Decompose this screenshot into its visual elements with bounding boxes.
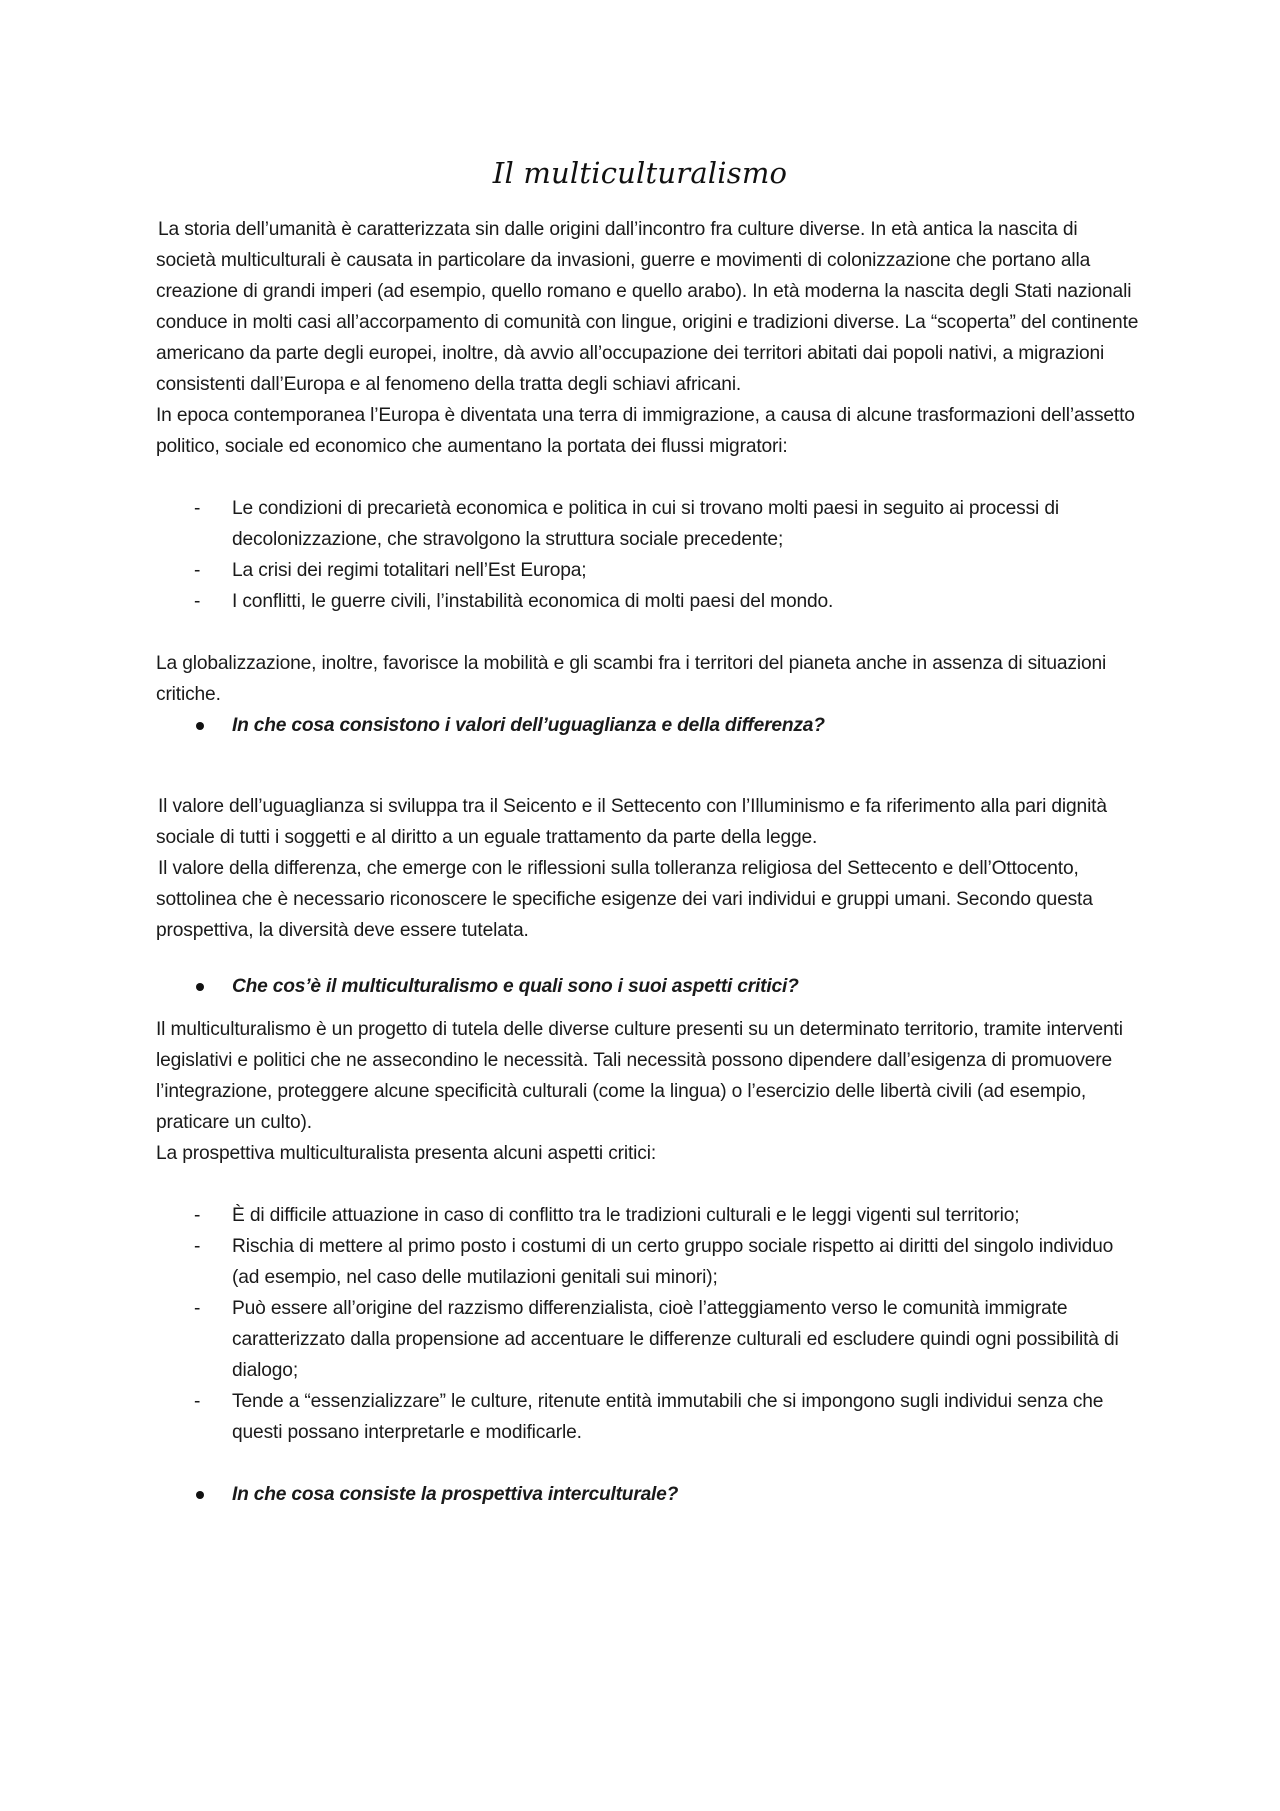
bullet-icon — [196, 983, 204, 991]
globalization-paragraph: La globalizzazione, inoltre, favorisce la mobilità e gli scambi fra i territori del pianeta anche in assenza di situazioni critiche. — [156, 653, 1107, 705]
question-text: In che cosa consiste la prospettiva interculturale? — [232, 1484, 679, 1505]
bullet-icon — [196, 722, 204, 730]
document-body — [156, 214, 1141, 1510]
question-text: Che cos’è il multiculturalismo e quali sono i suoi aspetti critici? — [232, 976, 799, 997]
spacer — [156, 946, 1141, 971]
list-item-text: La crisi dei regimi totalitari nell’Est Europa; — [232, 560, 587, 581]
dash-marker: - — [194, 1391, 201, 1412]
list-item — [156, 1293, 1141, 1386]
question-text: In che cosa consistono i valori dell’uguaglianza e della differenza? — [232, 715, 825, 736]
list-item-text: Può essere all’origine del razzismo differenzialista, cioè l’atteggiamento verso le comunità immigrate caratterizzato dalla propensione ad accentuare le differenze culturali ed escludere quindi ogni possibilità di dialogo; — [232, 1298, 1119, 1381]
list-item-text: Le condizioni di precarietà economica e politica in cui si trovano molti paesi in seguito ai processi di decolonizzazione, che stravolgono la struttura sociale precedente; — [232, 498, 1059, 550]
dash-marker: - — [194, 1298, 201, 1319]
list-item — [156, 586, 1141, 617]
dash-marker: - — [194, 1205, 201, 1226]
dash-marker: - — [194, 560, 201, 581]
dash-marker: - — [194, 498, 201, 519]
dash-marker: - — [194, 1236, 201, 1257]
list-item — [156, 493, 1141, 555]
list-item-text: È di difficile attuazione in caso di conflitto tra le tradizioni culturali e le leggi vigenti sul territorio; — [232, 1205, 1020, 1226]
list-item-text: Rischia di mettere al primo posto i costumi di un certo gruppo sociale rispetto ai diritti del singolo individuo (ad esempio, nel caso delle mutilazioni genitali sui minori); — [232, 1236, 1114, 1288]
answer-multiculturalism-paragraph: Il multiculturalismo è un progetto di tutela delle diverse culture presenti su un determinato territorio, tramite interventi legislativi e politici che ne assecondino le necessità. Tali necessità possono dipendere dall’esigenza di promuovere l’integrazione, proteggere alcune specificità culturali (come la lingua) o l’esercizio delle libertà civili (ad esempio, praticare un culto). — [156, 1019, 1123, 1133]
intro-paragraph-contemporary: In epoca contemporanea l’Europa è diventata una terra di immigrazione, a causa di alcune trasformazioni dell’assetto politico, sociale ed economico che aumentano la portata dei flussi migratori: — [156, 405, 1135, 457]
list-item-text: I conflitti, le guerre civili, l’instabilità economica di molti paesi del mondo. — [232, 591, 834, 612]
list-item — [156, 1200, 1141, 1231]
spacer — [156, 617, 1141, 648]
dash-marker: - — [194, 591, 201, 612]
spacer — [156, 1169, 1141, 1200]
list-item — [156, 1386, 1141, 1448]
spacer — [156, 1002, 1141, 1014]
question-intercultural — [156, 1479, 1141, 1510]
intro-paragraph-history: La storia dell’umanità è caratterizzata sin dalle origini dall’incontro fra culture diverse. In età antica la nascita di società multiculturali è causata in particolare da invasioni, guerre e movimenti di colonizzazione che portano alla creazione di grandi imperi (ad esempio, quello romano e quello arabo). In età moderna la nascita degli Stati nazionali conduce in molti casi all’accorpamento di comunità con lingue, origini e tradizioni diverse. La “scoperta” del continente americano da parte degli europei, inoltre, dà avvio all’occupazione dei territori abitati dai popoli nativi, a migrazioni consistenti dall’Europa e al fenomeno della tratta degli schiavi africani. — [156, 219, 1139, 395]
answer-equality-paragraph: Il valore dell’uguaglianza si sviluppa tra il Seicento e il Settecento con l’Illuminismo e fa riferimento alla pari dignità sociale di tutti i soggetti e al diritto a un eguale trattamento da parte della legge. — [156, 796, 1107, 848]
critical-aspects-intro: La prospettiva multiculturalista presenta alcuni aspetti critici: — [156, 1143, 657, 1164]
migration-causes-list — [156, 493, 1141, 617]
document-title: Il multiculturalismo — [492, 156, 788, 190]
list-item — [156, 1231, 1141, 1293]
answer-difference-paragraph: Il valore della differenza, che emerge con le riflessioni sulla tolleranza religiosa del Settecento e dell’Ottocento, sottolinea che è necessario riconoscere le specifiche esigenze dei vari individui e gruppi umani. Secondo questa prospettiva, la diversità deve essere tutelata. — [156, 858, 1093, 941]
list-item — [156, 555, 1141, 586]
list-item-text: Tende a “essenzializzare” le culture, ritenute entità immutabili che si impongono sugli individui senza che questi possano interpretarle e modificarle. — [232, 1391, 1104, 1443]
question-multiculturalism — [156, 971, 1141, 1002]
critical-aspects-list — [156, 1200, 1141, 1448]
spacer — [156, 741, 1141, 791]
question-equality-difference — [156, 710, 1141, 741]
spacer — [156, 1448, 1141, 1479]
spacer — [156, 462, 1141, 493]
bullet-icon — [196, 1491, 204, 1499]
